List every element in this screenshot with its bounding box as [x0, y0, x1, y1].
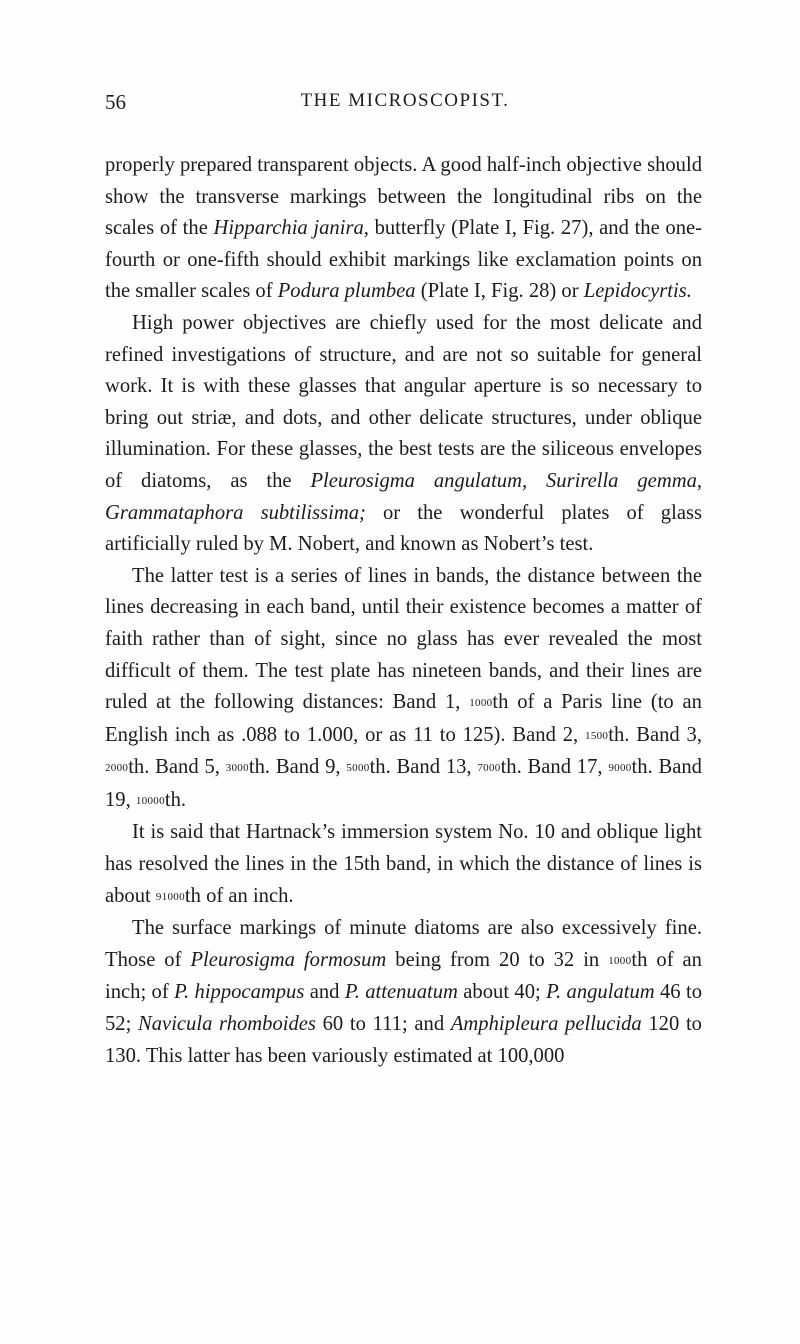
text-run: and	[304, 981, 345, 1004]
fraction-denominator: 1500	[585, 729, 609, 742]
text-run: (Plate I, Fig. 28) or	[415, 280, 584, 303]
paragraph	[105, 308, 702, 561]
text-run: th of an inch; of	[105, 948, 702, 1004]
italic-term: Lepidocyrtis.	[583, 280, 692, 303]
text-run: th. Band 3,	[608, 723, 702, 746]
running-title: THE MICROSCOPIST.	[300, 90, 510, 111]
text-run: or the wonderful plates of glass artificially ruled by M. Nobert, and known as Nobert’s test.	[105, 501, 702, 556]
fraction-denominator: 1000	[469, 697, 493, 710]
italic-term: Hipparchia janira	[213, 217, 364, 240]
text-run: The latter test is a series of lines in bands, the distance between the lines decreasing in each band, until their existence becomes a matter of faith rather than of sight, since no glass has ever revealed the most difficult of them. The test plate has nineteen bands, and their lines are ruled at the following distances: Band 1,	[105, 564, 702, 714]
text-run: It is said that Hartnack’s immersion system No. 10 and oblique light has resolved the lines in the 15th band, in which the distance of lines is about	[105, 821, 702, 907]
text-run: th. Band 19,	[105, 756, 702, 811]
text-run: properly prepared transparent objects. A good half-inch objective should show the transverse markings between the longitudinal ribs on the scales of the	[105, 154, 702, 240]
fraction-denominator: 91000	[155, 890, 185, 903]
paragraph	[105, 150, 702, 308]
italic-term: P. hippocampus	[174, 981, 305, 1004]
text-run: about 40;	[457, 981, 547, 1004]
italic-term: Amphipleura pellucida	[450, 1013, 642, 1036]
text-run: 46 to 52;	[105, 981, 702, 1036]
text-run: th. Band 9,	[248, 756, 347, 779]
fraction-denominator: 9000	[608, 762, 632, 775]
paragraph	[105, 817, 702, 913]
fraction-denominator: 10000	[135, 794, 165, 807]
text-run: The surface markings of minute diatoms are also excessively fine. Those of	[105, 917, 702, 971]
fraction-denominator: 5000	[346, 762, 370, 775]
fraction-denominator: 1000	[608, 954, 632, 967]
text-run: th.	[164, 788, 187, 811]
page-number: 56	[105, 90, 126, 114]
italic-term: Podura plumbea	[277, 280, 416, 303]
text-run: th of a Paris line (to an English inch as .088 to 1.000, or as 11 to 125). Band 2,	[105, 691, 702, 746]
italic-term: P. angulatum	[546, 981, 655, 1004]
fraction-denominator: 7000	[477, 762, 501, 775]
text-run: High power objectives are chiefly used for the most delicate and refined investigations of structure, and are not so suitable for general work. It is with these glasses that angular aperture is so necessary to bring out striæ, and dots, and other delicate structures, under oblique illumination. For these glasses, the best tests are the siliceous envelopes of diatoms, as the	[105, 311, 702, 492]
paragraph	[105, 913, 702, 1072]
text-run: being from 20 to 32 in	[386, 948, 609, 971]
text-run: th of an inch.	[184, 884, 294, 907]
italic-term: Navicula rhomboides	[138, 1013, 316, 1036]
text-run: th. Band 13,	[369, 756, 478, 779]
fraction-denominator: 3000	[225, 762, 249, 775]
text-run: th. Band 5,	[128, 756, 226, 779]
italic-term: Pleurosigma angulatum, Surirella gemma, Grammataphora subtilissima;	[105, 469, 703, 524]
text-run: 120 to 130. This latter has been variously estimated at 100,000	[105, 1013, 702, 1067]
body-text	[105, 150, 702, 1072]
italic-term: Pleurosigma formosum	[190, 948, 387, 971]
paragraph	[105, 561, 702, 818]
text-run: th. Band 17,	[500, 756, 609, 779]
italic-term: P. attenuatum	[344, 981, 458, 1004]
text-run: 60 to 111; and	[315, 1013, 451, 1036]
text-run: , butterfly (Plate I, Fig. 27), and the one-fourth or one-fifth should exhibit markings like exclamation points on the smaller scales of	[105, 217, 702, 303]
page-header	[105, 90, 705, 120]
fraction-denominator: 2000	[105, 762, 129, 775]
